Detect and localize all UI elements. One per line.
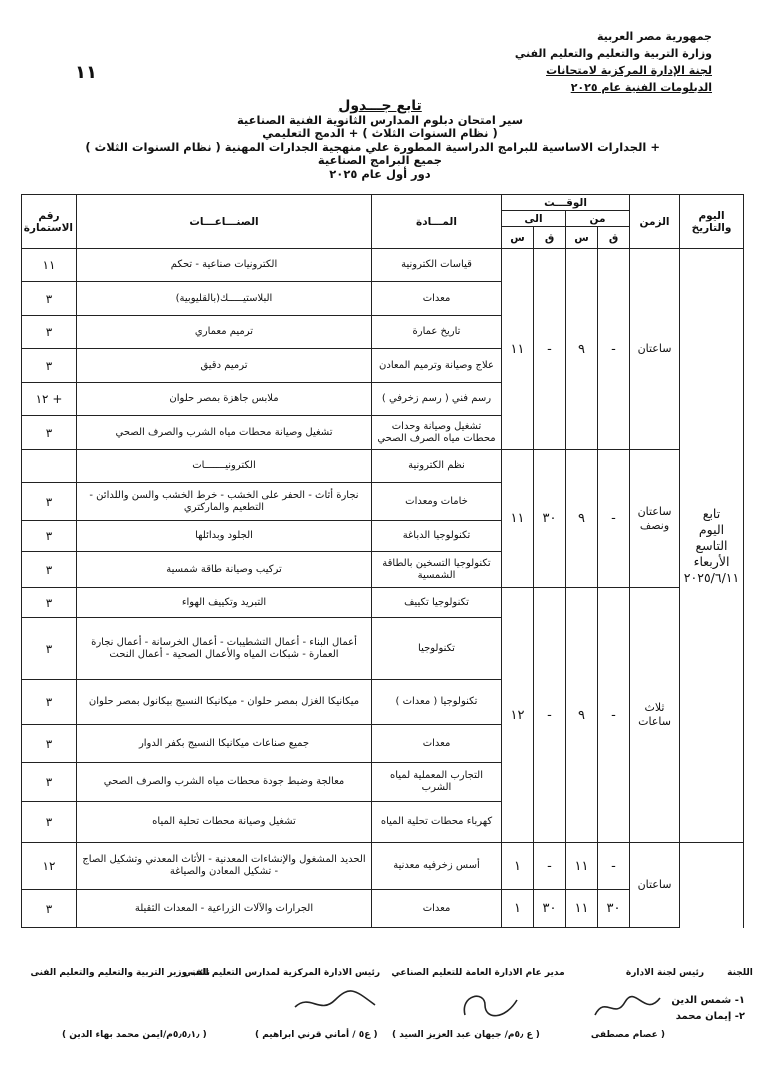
form-number-cell	[22, 450, 77, 483]
form-number-cell: ٣	[22, 349, 77, 383]
form-number-cell: ٣	[22, 725, 77, 763]
day-label-4: الأربعاء	[693, 553, 730, 569]
header-day-date: اليوم والتاريخ	[680, 195, 744, 249]
subject-cell: تكنولوجيا التسخين بالطاقة الشمسية	[372, 552, 502, 588]
header-to-q: ق	[534, 227, 566, 249]
to-hours: ١١	[502, 450, 534, 588]
form-number-cell: ٣	[22, 618, 77, 680]
industries-cell: الجرارات والآلات الزراعية - المعدات الثقيلة	[77, 890, 372, 928]
subject-cell: خامات ومعدات	[372, 483, 502, 521]
duration-cell: ساعتان ونصف	[630, 450, 680, 588]
to-hours: ١١	[502, 249, 534, 450]
subject-cell: تكنولوجيا	[372, 618, 502, 680]
subject-cell: تكنولوجيا ( معدات )	[372, 680, 502, 725]
header-to: الى	[502, 211, 566, 227]
title-line-5: جميع البرامج الصناعية	[317, 153, 443, 167]
header-from: من	[566, 211, 630, 227]
industries-cell: ترميم دقيق	[77, 349, 372, 383]
general-manager-name: ( ع ٥٫م/ جيهان عبد العزيز السيد )	[392, 1030, 540, 1040]
form-number-cell: ١٢ +	[22, 383, 77, 416]
subject-cell: علاج وصيانة وترميم المعادن	[372, 349, 502, 383]
committee-member-2: ٢- إيمان محمد	[675, 1011, 745, 1022]
day-label-1: تابع	[702, 505, 721, 521]
to-hours: ١	[502, 890, 534, 928]
country-name: جمهورية مصر العربية	[597, 30, 712, 43]
subject-cell: رسم فني ( رسم زخرفي )	[372, 383, 502, 416]
industries-cell: أعمال البناء - أعمال التشطيبات - أعمال الخرسانة - أعمال نجارة العمارة - شبكات المياه والأعمال الصحية - أعمال النحت	[77, 618, 372, 680]
from-hours: ١١	[566, 890, 598, 928]
table-row	[22, 249, 744, 282]
industries-cell: البلاستيـــــك(بالقليوبية)	[77, 282, 372, 316]
from-minutes: -	[598, 843, 630, 890]
document-title-block	[85, 98, 660, 181]
header-duration: الزمن	[630, 195, 680, 249]
industries-cell: الكترونيات صناعية - تحكم	[77, 249, 372, 282]
from-minutes: -	[598, 450, 630, 588]
form-number-cell: ٣	[22, 588, 77, 618]
table-row	[22, 588, 744, 618]
to-hours: ١	[502, 843, 534, 890]
industries-cell: التبريد وتكييف الهواء	[77, 588, 372, 618]
deputy-minister-name: ( ٥٫٥٫١٫م/ايمن محمد بهاء الدين )	[62, 1030, 207, 1040]
subject-cell: معدات	[372, 890, 502, 928]
form-number-cell: ٣	[22, 763, 77, 802]
subject-cell: التجارب المعملية لمياه الشرب	[372, 763, 502, 802]
day-label-3: التاسع	[695, 537, 728, 553]
header-industries: الصنـــاعـــات	[77, 195, 372, 249]
subject-cell: معدات	[372, 725, 502, 763]
subject-cell: تشغيل وصيانة وحدات محطات مياه الصرف الصحي	[372, 416, 502, 450]
industries-cell: ملابس جاهزة بمصر حلوان	[77, 383, 372, 416]
form-number-cell: ٣	[22, 416, 77, 450]
form-number-cell: ٣	[22, 483, 77, 521]
committee-head-name: ( عصام مصطفى	[590, 1030, 665, 1040]
title-line-4: + الجدارات الاساسية للبرامج الدراسية المطورة علي منهجية الجدارات المهنية ( نظام السنوات الثلاث )	[85, 139, 660, 154]
subject-cell: كهرباء محطات تحلية المياه	[372, 802, 502, 843]
industries-cell: تشغيل وصيانة محطات مياه الشرب والصرف الصحي	[77, 416, 372, 450]
industries-cell: الحديد المشغول والإنشاءات المعدنية - الأثاث المعدني وتشكيل الصاج - تشكيل المعادن والصياغة	[77, 843, 372, 890]
table-row	[22, 450, 744, 483]
signature-scribble	[455, 985, 525, 1025]
form-number-cell: ٣	[22, 282, 77, 316]
from-hours: ٩	[566, 588, 598, 843]
committee-label: اللجنة	[727, 968, 753, 978]
title-line-2: سير امتحان دبلوم المدارس الثانوية الفنية الصناعية	[236, 112, 524, 127]
deputy-minister-title: نائب وزير التربية والتعليم والتعليم الفنى	[30, 968, 210, 978]
duration-cell: ساعتان	[630, 249, 680, 450]
to-minutes: ٣٠	[534, 890, 566, 928]
industries-cell: ميكانيكا الغزل بمصر حلوان - ميكانيكا النسيج بيكانول بمصر حلوان	[77, 680, 372, 725]
subject-cell: تاريخ عمارة	[372, 316, 502, 349]
from-minutes: -	[598, 249, 630, 450]
to-minutes: -	[534, 843, 566, 890]
title-line-6: دور أول عام ٢٠٢٥	[329, 166, 431, 181]
table-row	[22, 843, 744, 890]
subject-cell: نظم الكترونية	[372, 450, 502, 483]
signature-scribble	[290, 985, 380, 1025]
committee-head-title: رئيس لجنة الادارة	[625, 968, 705, 978]
central-admin-name: ( ع٥ / أماني قرني ابراهيم )	[255, 1030, 378, 1040]
to-minutes: ٣٠	[534, 450, 566, 588]
duration-cell: ثلاث ساعات	[630, 588, 680, 843]
industries-cell: جميع صناعات ميكانيكا النسيج بكفر الدوار	[77, 725, 372, 763]
header-form-number: رقم الاستمارة	[22, 195, 77, 249]
to-minutes: -	[534, 249, 566, 450]
form-number-cell: ٣	[22, 521, 77, 552]
committee-name: لجنة الإدارة المركزية لامتحانات	[546, 64, 712, 77]
subject-cell: معدات	[372, 282, 502, 316]
header-to-s: س	[502, 227, 534, 249]
from-hours: ٩	[566, 249, 598, 450]
industries-cell: معالجة وضبط جودة محطات مياه الشرب والصرف الصحي	[77, 763, 372, 802]
subject-cell: تكنولوجيا تكييف	[372, 588, 502, 618]
header-from-q: ق	[598, 227, 630, 249]
day-label-2: اليوم	[698, 521, 725, 537]
industries-cell: تركيب وصيانة طاقة شمسية	[77, 552, 372, 588]
exam-year: الدبلومات الفنية عام ٢٠٢٥	[570, 81, 712, 94]
from-minutes: ٣٠	[598, 890, 630, 928]
industries-cell: الجلود وبدائلها	[77, 521, 372, 552]
subject-cell: تكنولوجيا الدباغة	[372, 521, 502, 552]
day-date-cell	[680, 249, 744, 843]
header-time: الوقـــت	[502, 195, 630, 211]
form-number-cell: ٣	[22, 680, 77, 725]
from-hours: ٩	[566, 450, 598, 588]
ministry-name: وزارة التربية والتعليم والتعليم الفني	[514, 47, 712, 60]
subject-cell: أسس زخرفيه معدنية	[372, 843, 502, 890]
form-number-cell: ٣	[22, 890, 77, 928]
document-title: تابع جـــدول	[338, 98, 422, 114]
industries-cell: الكترونيـــــــات	[77, 450, 372, 483]
form-number-cell: ٣	[22, 552, 77, 588]
title-line-3: ( نظام السنوات الثلاث ) + الدمج التعليمي	[262, 126, 498, 140]
subject-cell: قياسات الكترونية	[372, 249, 502, 282]
day-date-cell-empty	[680, 843, 744, 928]
duration-cell: ساعتان	[630, 843, 680, 928]
from-hours: ١١	[566, 843, 598, 890]
industries-cell: ترميم معماري	[77, 316, 372, 349]
ministry-header	[462, 28, 712, 96]
form-number-cell: ٣	[22, 802, 77, 843]
to-hours: ١٢	[502, 588, 534, 843]
form-number-cell: ١٢	[22, 843, 77, 890]
form-number-cell: ٣	[22, 316, 77, 349]
day-date: ٢٠٢٥/٦/١١	[683, 569, 740, 585]
from-minutes: -	[598, 588, 630, 843]
page-number: ١١	[75, 62, 97, 83]
signature-scribble	[590, 990, 670, 1025]
committee-signature	[590, 968, 730, 978]
industries-cell: نجارة أثاث - الحفر على الخشب - خرط الخشب والسن واللدائن - التطعيم والماركتري	[77, 483, 372, 521]
header-from-s: س	[566, 227, 598, 249]
central-admin-title: رئيس الادارة المركزية لمدارس التعليم الفني	[182, 968, 380, 978]
committee-member-1: ١- شمس الدين	[671, 995, 745, 1006]
form-number-cell: ١١	[22, 249, 77, 282]
exam-schedule-table	[21, 194, 744, 928]
to-minutes: -	[534, 588, 566, 843]
general-manager-title: مدير عام الادارة العامة للتعليم الصناعي	[391, 968, 565, 978]
header-subject: المـــادة	[372, 195, 502, 249]
industries-cell: تشغيل وصيانة محطات تحلية المياه	[77, 802, 372, 843]
